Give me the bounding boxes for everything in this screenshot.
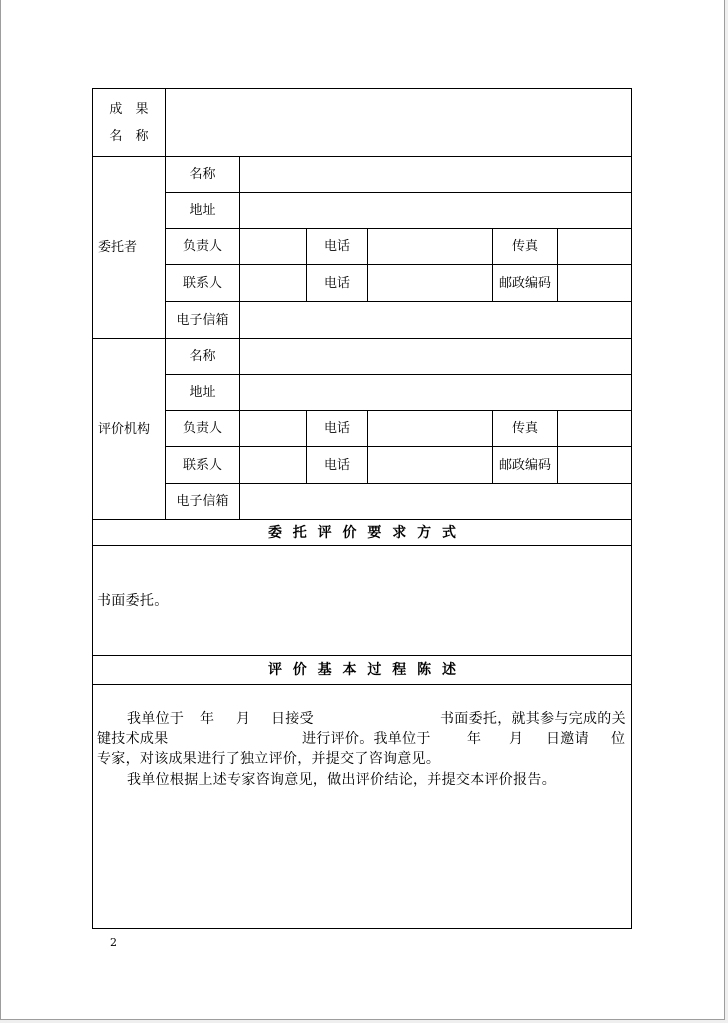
evaluator-contact-value (240, 447, 307, 484)
achievement-name-label (109, 96, 148, 150)
evaluator-section-label: 评价机构 (93, 339, 166, 520)
evaluation-form-table (92, 88, 632, 929)
statement-text: 进行评价。我单位于 (302, 731, 431, 747)
client-contact-phone-label: 电话 (307, 265, 368, 302)
statement-text: 月 (236, 711, 251, 727)
client-name-value (240, 157, 632, 193)
statement-text: 我单位于 (127, 711, 185, 727)
page-number: 2 (110, 936, 117, 949)
statement-text: 专家，对该成果进行了独立评价，并提交了咨询意见。 (97, 751, 441, 767)
evaluator-contact-phone-value (368, 447, 493, 484)
client-fax-value (558, 229, 632, 265)
statement-text: 月 (509, 731, 524, 747)
evaluator-manager-label: 负责人 (166, 411, 240, 447)
client-address-label: 地址 (166, 193, 240, 229)
process-section-heading: 评 价 基 本 过 程 陈 述 (93, 656, 632, 685)
evaluator-postcode-value (558, 447, 632, 484)
request-section-heading: 委 托 评 价 要 求 方 式 (93, 520, 632, 546)
evaluator-address-value (240, 375, 632, 411)
evaluator-manager-phone-label: 电话 (307, 411, 368, 447)
client-email-label: 电子信箱 (166, 302, 240, 339)
statement-text: 我单位根据上述专家咨询意见，做出评价结论，并提交本评价报告。 (127, 772, 556, 788)
client-contact-label: 联系人 (166, 265, 240, 302)
achievement-label-line-1: 成 果 (109, 101, 149, 117)
evaluator-email-label: 电子信箱 (166, 484, 240, 520)
evaluator-address-label: 地址 (166, 375, 240, 411)
evaluator-name-label: 名称 (166, 339, 240, 375)
statement-text: 书面委托，就其参与完成的关 (440, 711, 626, 727)
client-manager-phone-label: 电话 (307, 229, 368, 265)
statement-text: 键技术成果 (97, 731, 169, 747)
client-postcode-label: 邮政编码 (493, 265, 558, 302)
client-email-value (240, 302, 632, 339)
statement-text: 年 (200, 711, 215, 727)
client-fax-label: 传真 (493, 229, 558, 265)
request-section-text: 书面委托。 (93, 546, 632, 656)
client-manager-label: 负责人 (166, 229, 240, 265)
evaluator-email-value (240, 484, 632, 520)
client-manager-value (240, 229, 307, 265)
statement-text: 年 (467, 731, 482, 747)
evaluator-contact-label: 联系人 (166, 447, 240, 484)
client-manager-phone-value (368, 229, 493, 265)
client-contact-phone-value (368, 265, 493, 302)
statement-text: 位 (611, 731, 626, 747)
evaluator-contact-phone-label: 电话 (307, 447, 368, 484)
client-address-value (240, 193, 632, 229)
client-contact-value (240, 265, 307, 302)
client-section-label: 委托者 (93, 157, 166, 339)
evaluator-postcode-label: 邮政编码 (493, 447, 558, 484)
statement-text: 日接受 (271, 711, 314, 727)
evaluator-manager-value (240, 411, 307, 447)
evaluator-fax-label: 传真 (493, 411, 558, 447)
achievement-label-line-2: 名 称 (109, 128, 149, 144)
client-postcode-value (558, 265, 632, 302)
evaluator-name-value (240, 339, 632, 375)
achievement-name-label-cell (93, 89, 166, 157)
evaluator-manager-phone-value (368, 411, 493, 447)
achievement-name-value (166, 89, 632, 157)
evaluator-fax-value (558, 411, 632, 447)
client-name-label: 名称 (166, 157, 240, 193)
statement-text: 日邀请 (546, 731, 589, 747)
process-section-statement (93, 685, 632, 929)
